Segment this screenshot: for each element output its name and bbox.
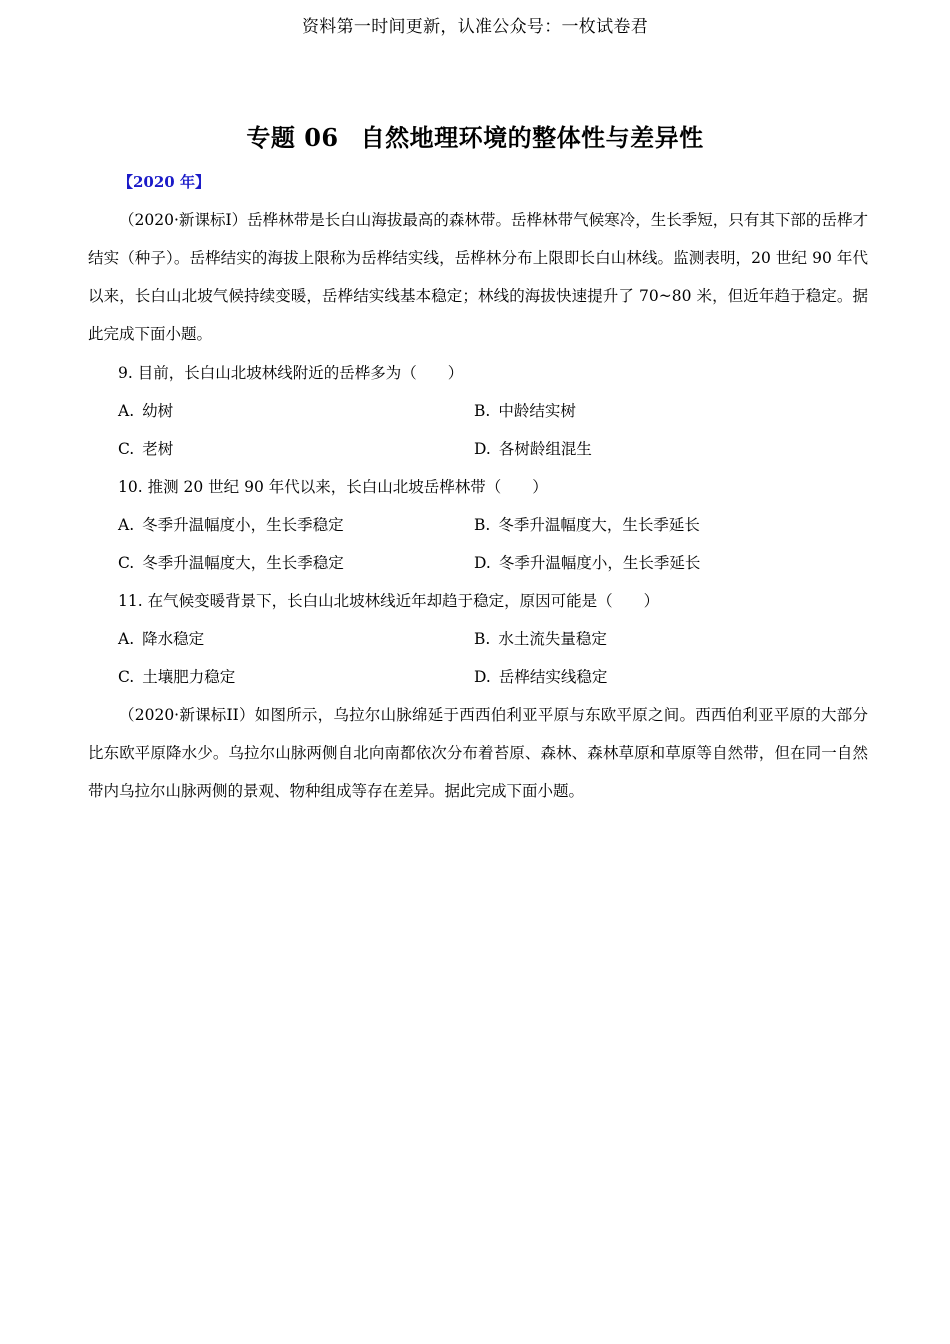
passage-1: （2020·新课标I）岳桦林带是长白山海拔最高的森林带。岳桦林带气候寒冷，生长季短，只有其下部的岳桦才结实（种子）。岳桦结实的海拔上限称为岳桦结实线，岳桦林分布上限即长白山林线。监测表明，20 世纪 90 年代以来，长白山北坡气候持续变暖，岳桦结实线基本稳定；林线的海拔快速提升了 70~80 米，但近年趋于稳定。据此完成下面小题。 xyxy=(88,211,868,343)
option-text: 幼树 xyxy=(142,402,174,420)
option-text: 各树龄组混生 xyxy=(498,440,592,458)
question-10-stem: 10. 推测 20 世纪 90 年代以来，长白山北坡岳桦林带（ ） xyxy=(118,478,548,496)
option-text: 中龄结实树 xyxy=(498,402,576,420)
question-9-stem: 9. 目前，长白山北坡林线附近的岳桦多为（ ） xyxy=(118,364,464,382)
question-10-option-c xyxy=(118,548,344,578)
year-tag: 【2020 年】 xyxy=(118,173,210,191)
option-letter: D. xyxy=(474,440,491,458)
option-letter: A. xyxy=(118,630,135,648)
page-title xyxy=(0,120,950,156)
option-letter: C. xyxy=(118,554,135,572)
question-11-option-c xyxy=(118,662,235,692)
question-9-option-d xyxy=(474,434,592,464)
question-10-option-d xyxy=(474,548,700,578)
option-letter: C. xyxy=(118,668,135,686)
question-9-option-c xyxy=(118,434,173,464)
title-number: 专题 06 xyxy=(246,123,339,152)
title-text: 自然地理环境的整体性与差异性 xyxy=(360,123,704,152)
question-10-option-b xyxy=(474,510,700,540)
option-text: 冬季升温幅度大，生长季延长 xyxy=(498,516,700,534)
header-note: 资料第一时间更新，认准公众号：一枚试卷君 xyxy=(302,17,648,37)
option-text: 老树 xyxy=(142,440,174,458)
option-letter: B. xyxy=(474,630,491,648)
question-11-option-b xyxy=(474,624,607,654)
question-10-option-a xyxy=(118,510,344,540)
option-text: 土壤肥力稳定 xyxy=(142,668,236,686)
option-text: 岳桦结实线稳定 xyxy=(498,668,608,686)
option-letter: A. xyxy=(118,402,135,420)
question-11-option-a xyxy=(118,624,204,654)
question-11-option-d xyxy=(474,662,607,692)
option-letter: B. xyxy=(474,402,491,420)
option-text: 冬季升温幅度小，生长季延长 xyxy=(498,554,701,572)
option-letter: B. xyxy=(474,516,491,534)
option-letter: C. xyxy=(118,440,135,458)
question-9-option-b xyxy=(474,396,576,426)
question-9-option-a xyxy=(118,396,173,426)
option-text: 冬季升温幅度大，生长季稳定 xyxy=(142,554,344,572)
question-11-stem: 11. 在气候变暖背景下，长白山北坡林线近年却趋于稳定，原因可能是（ ） xyxy=(118,592,660,610)
passage-2: （2020·新课标II）如图所示，乌拉尔山脉绵延于西西伯利亚平原与东欧平原之间。西西伯利亚平原的大部分比东欧平原降水少。乌拉尔山脉两侧自北向南都依次分布着苔原、森林、森林草原和草原等自然带，但在同一自然带内乌拉尔山脉两侧的景观、物种组成等存在差异。据此完成下面小题。 xyxy=(88,706,868,800)
option-text: 冬季升温幅度小，生长季稳定 xyxy=(142,516,344,534)
option-letter: D. xyxy=(474,668,491,686)
option-letter: A. xyxy=(118,516,135,534)
option-letter: D. xyxy=(474,554,491,572)
option-text: 降水稳定 xyxy=(142,630,205,648)
option-text: 水土流失量稳定 xyxy=(498,630,607,648)
